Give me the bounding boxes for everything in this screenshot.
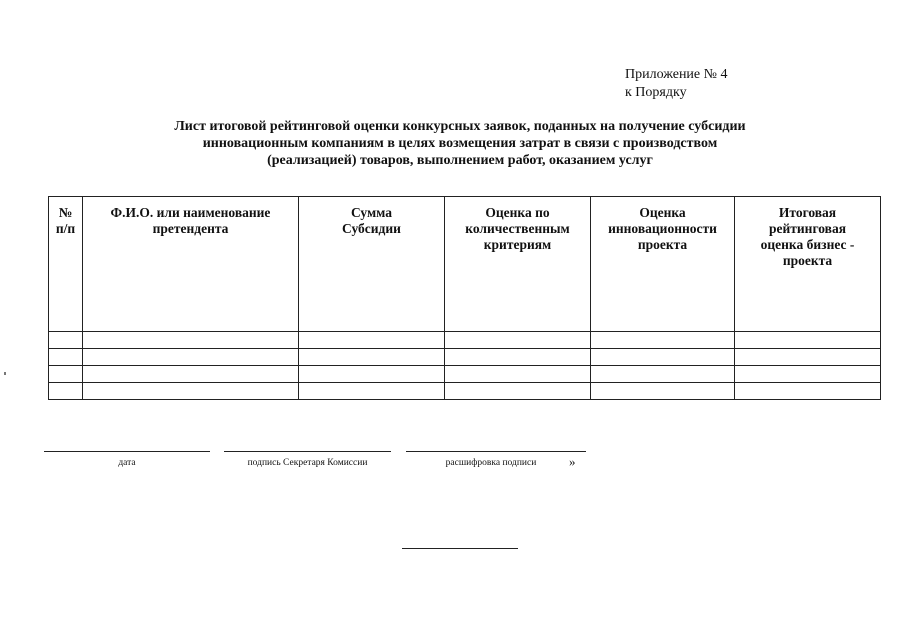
header-quantitative-line: количественным <box>465 221 570 236</box>
table-cell <box>83 383 299 400</box>
header-quantitative-score <box>445 197 591 332</box>
header-applicant <box>83 197 299 332</box>
header-applicant-line: претендента <box>152 221 229 236</box>
bottom-divider <box>402 548 518 549</box>
table-cell <box>83 349 299 366</box>
appendix-reference <box>625 66 728 102</box>
title-line-1: Лист итоговой рейтинговой оценки конкурсных заявок, поданных на получение субсидии <box>174 119 746 134</box>
table-cell <box>445 332 591 349</box>
header-number-line: № <box>58 205 73 220</box>
header-final-line: Итоговая <box>778 205 837 220</box>
table-row <box>49 366 881 383</box>
scan-mark <box>4 372 6 375</box>
signature-transcript-line <box>406 451 586 468</box>
date-caption: дата <box>118 458 136 468</box>
header-final-line: оценка бизнес - <box>760 237 855 252</box>
document-title <box>120 118 800 169</box>
appendix-order: к Порядку <box>625 85 687 100</box>
table-cell <box>445 366 591 383</box>
table-row <box>49 383 881 400</box>
table-cell <box>591 349 735 366</box>
header-innovation-line: проекта <box>637 237 688 252</box>
table-row <box>49 349 881 366</box>
table-body <box>49 332 881 400</box>
header-quantitative-line: Оценка по <box>485 205 550 220</box>
title-line-2: инновационным компаниям в целях возмещения затрат в связи с производством <box>202 136 718 151</box>
table-header-row <box>49 197 881 332</box>
table-cell <box>299 366 445 383</box>
header-applicant-line: Ф.И.О. или наименование <box>110 205 271 220</box>
header-subsidy-amount <box>299 197 445 332</box>
table-cell <box>49 332 83 349</box>
table-cell <box>299 349 445 366</box>
header-number <box>49 197 83 332</box>
table-cell <box>299 332 445 349</box>
table-cell <box>445 383 591 400</box>
table-cell <box>591 332 735 349</box>
table-cell <box>445 349 591 366</box>
table-cell <box>49 349 83 366</box>
header-subsidy-line: Сумма <box>350 205 393 220</box>
header-final-line: рейтинговая <box>768 221 847 236</box>
table-cell <box>49 383 83 400</box>
appendix-number: Приложение № 4 <box>625 67 728 82</box>
table-cell <box>299 383 445 400</box>
table-cell <box>735 349 881 366</box>
header-subsidy-line: Субсидии <box>342 221 401 236</box>
secretary-signature-line <box>224 451 391 468</box>
title-line-3: (реализацией) товаров, выполнением работ, оказанием услуг <box>267 153 653 168</box>
table-cell <box>83 332 299 349</box>
header-quantitative-line: критериям <box>483 237 552 252</box>
header-innovation-score <box>591 197 735 332</box>
table-cell <box>83 366 299 383</box>
table-cell <box>735 383 881 400</box>
signature-transcript-caption: расшифровка подписи <box>445 458 537 468</box>
table-cell <box>735 332 881 349</box>
table-row <box>49 332 881 349</box>
table-cell <box>591 383 735 400</box>
date-line <box>44 451 210 468</box>
header-final-line: проекта <box>782 253 833 268</box>
header-number-line: п/п <box>55 221 76 236</box>
header-innovation-line: инновационности <box>608 221 717 236</box>
table-cell <box>735 366 881 383</box>
secretary-signature-caption: подпись Секретаря Комиссии <box>247 458 368 468</box>
rating-table <box>48 196 881 400</box>
table-cell <box>49 366 83 383</box>
closing-quote: » <box>569 454 576 469</box>
table-cell <box>591 366 735 383</box>
header-innovation-line: Оценка <box>639 205 686 220</box>
header-final-score <box>735 197 881 332</box>
